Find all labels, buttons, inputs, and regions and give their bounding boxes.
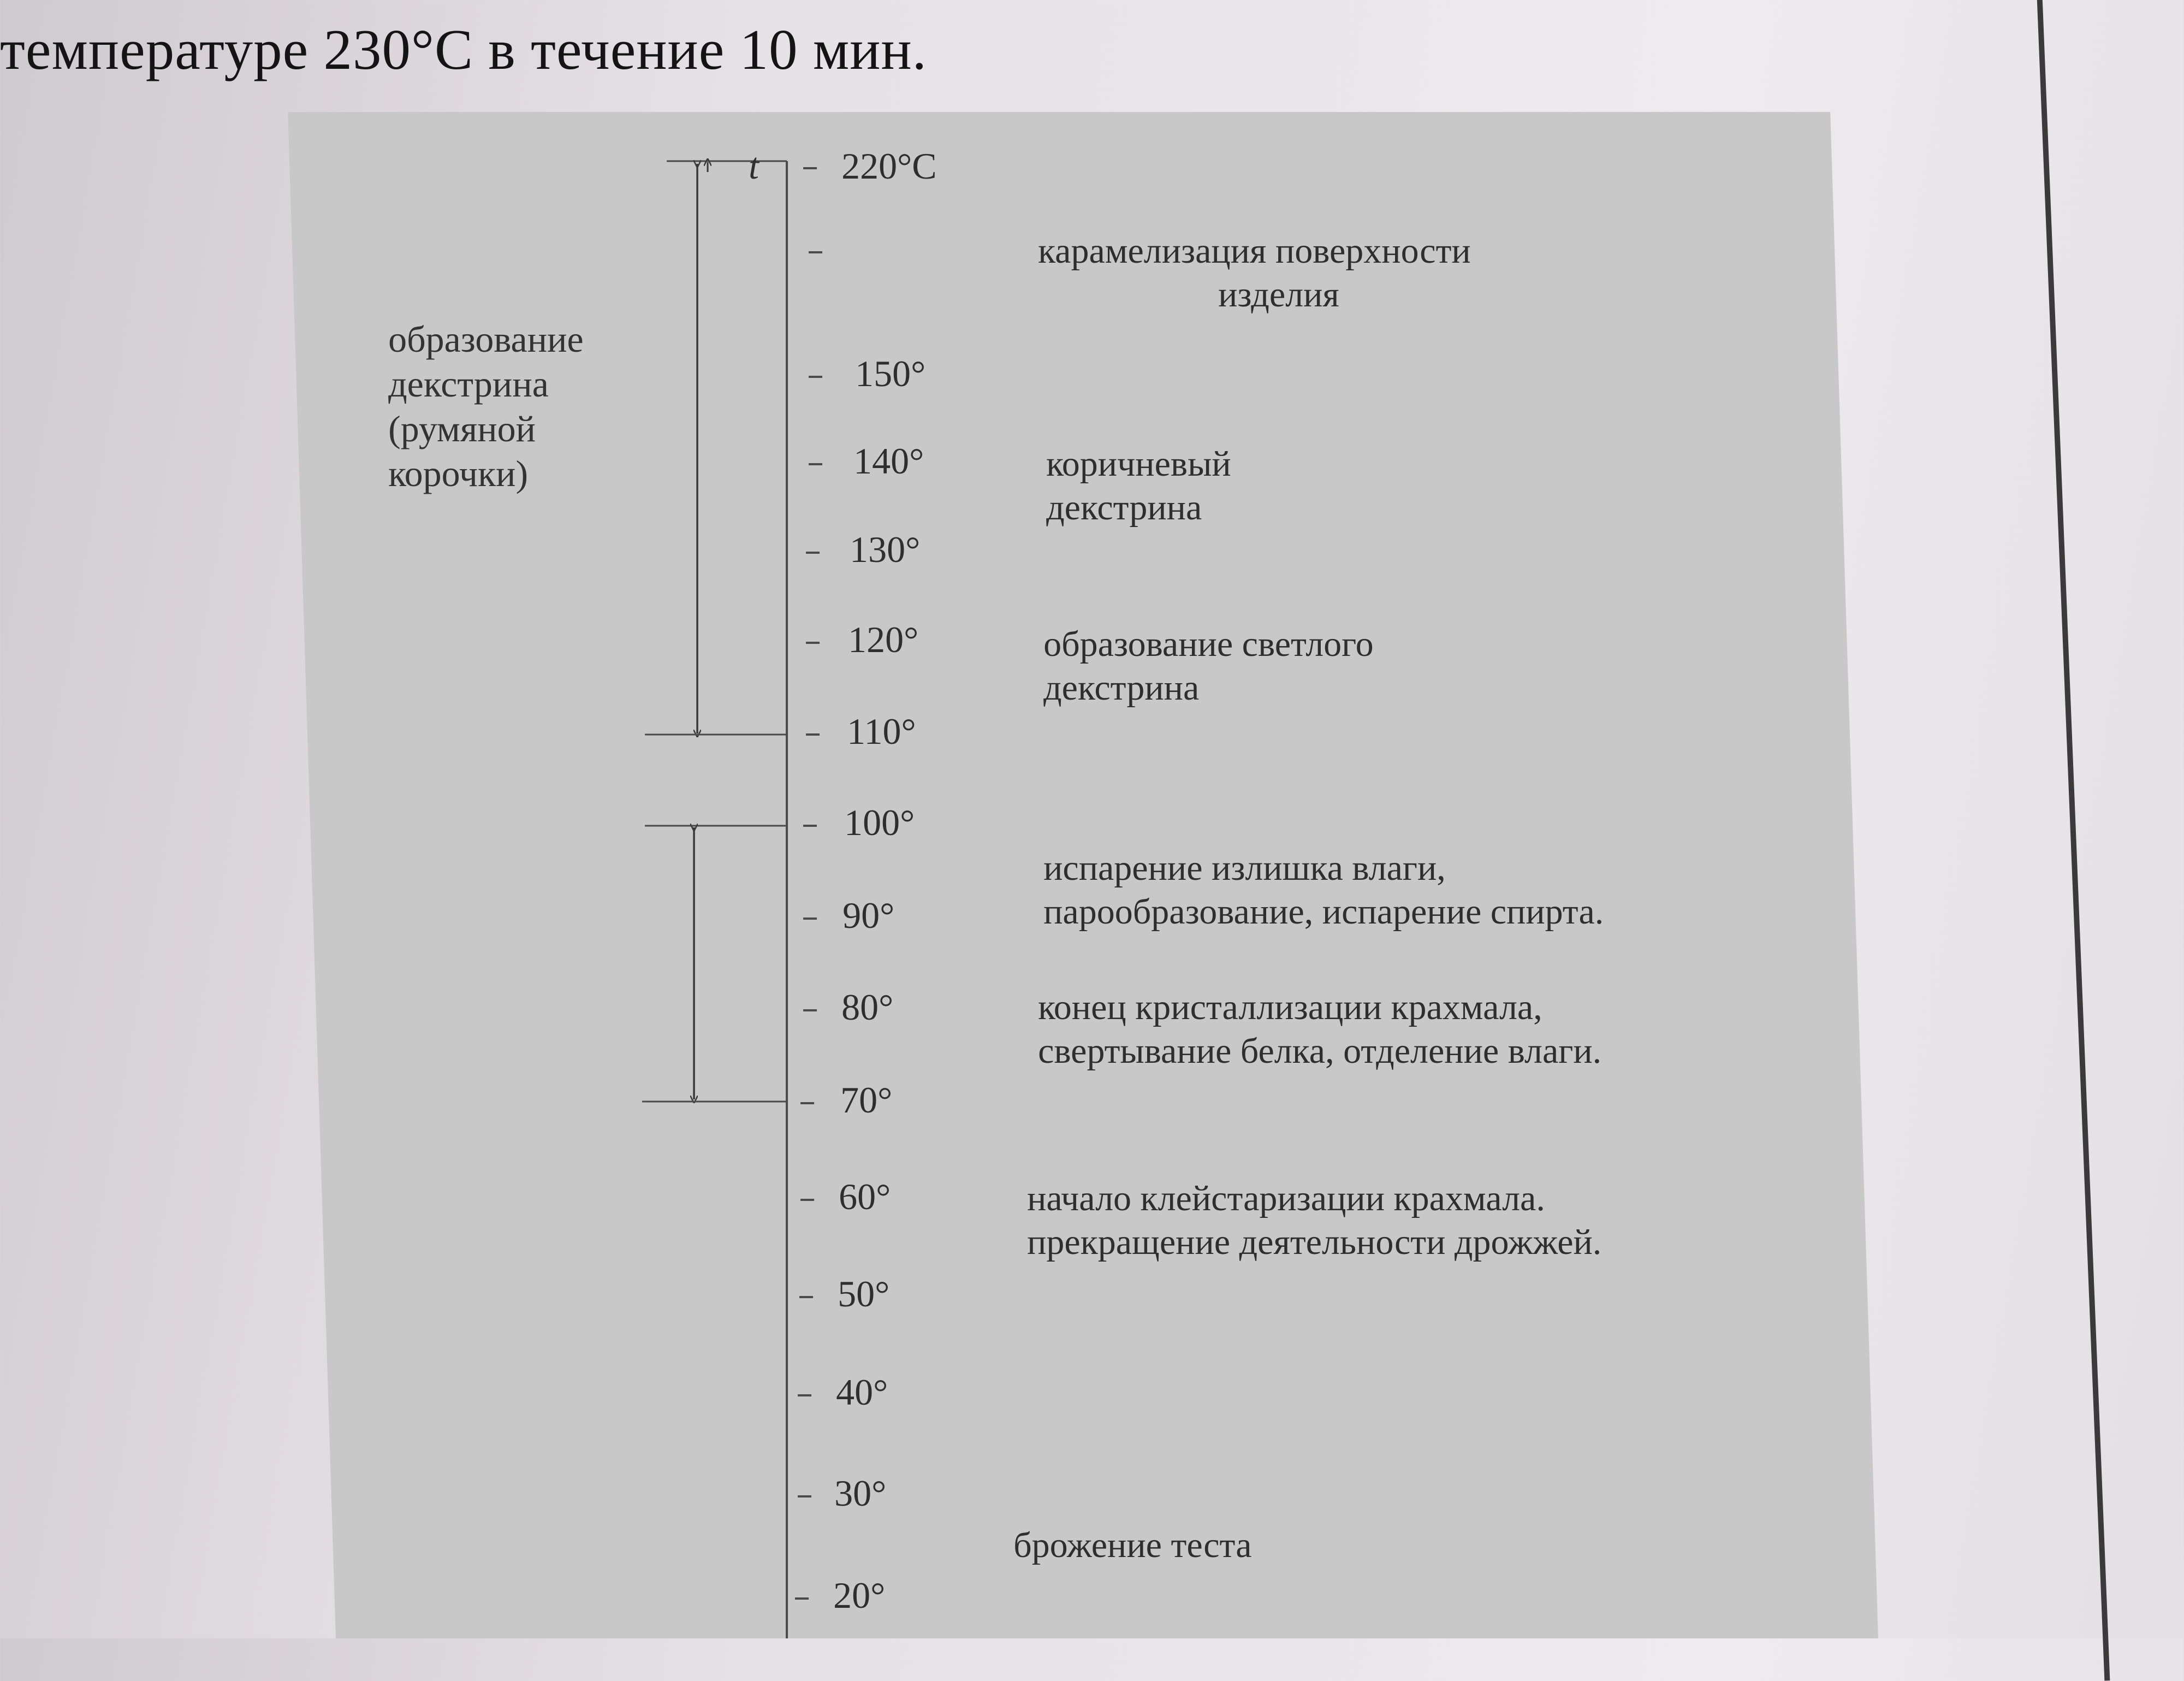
page-edge-divider: [2037, 0, 2110, 1681]
scale-label-70: 70°: [840, 1079, 893, 1121]
starch-start-annotation: начало клейстаризации крахмала. прекращение деятельности дрожжей.: [1027, 1179, 1602, 1262]
page-heading: температуре 230°С в течение 10 мин.: [0, 17, 927, 81]
scale-label-100: 100°: [844, 802, 915, 843]
scale-label-130: 130°: [850, 529, 921, 570]
scale-label-60: 60°: [839, 1176, 891, 1217]
dextrin-crust-label: образование декстрина (румяной корочки): [388, 318, 584, 494]
diagram-panel: [288, 112, 1878, 1638]
scale-label-120: 120°: [848, 619, 919, 660]
scale-label-150: 150°: [855, 353, 926, 394]
scale-label-30: 30°: [834, 1472, 887, 1514]
scale-label-80: 80°: [841, 986, 894, 1028]
fermentation-annotation: брожение теста: [1013, 1525, 1252, 1565]
scale-label-20: 20°: [833, 1575, 886, 1616]
starch-end-annotation: конец кристаллизации крахмала, свертывание белка, отделение влаги.: [1038, 987, 1602, 1071]
evaporation-annotation: испарение излишка влаги, парообразование, испарение спирта.: [1043, 848, 1604, 932]
axis-symbol-label: t: [749, 145, 759, 187]
scale-label-140: 140°: [853, 440, 924, 482]
brown-dextrin-annotation: коричневый декстрина: [1046, 444, 1231, 528]
light-dextrin-annotation: образование светлого декстрина: [1043, 624, 1374, 708]
scale-label-90: 90°: [842, 895, 895, 936]
caramelization-annotation: карамелизация поверхности изделия: [1038, 231, 1471, 315]
scale-label-220: 220°С: [841, 145, 937, 187]
scale-label-50: 50°: [838, 1273, 890, 1315]
scale-label-110: 110°: [847, 711, 916, 752]
scale-label-40: 40°: [836, 1371, 888, 1413]
